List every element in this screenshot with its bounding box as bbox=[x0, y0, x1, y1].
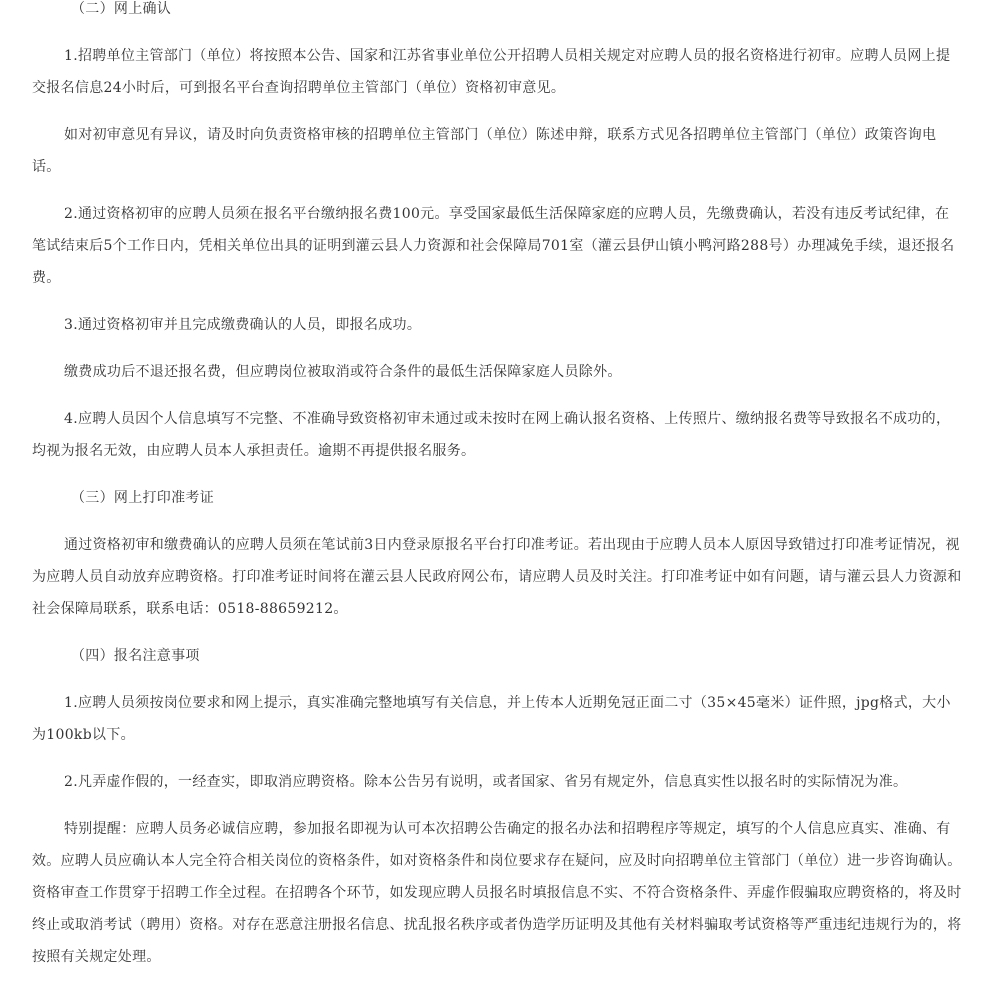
section-heading-admission-ticket: （三）网上打印准考证 bbox=[71, 490, 214, 506]
paragraph-registration-success: 3.通过资格初审并且完成缴费确认的人员，即报名成功。 bbox=[64, 317, 422, 333]
paragraph-print-ticket: 通过资格初审和缴费确认的应聘人员须在笔试前3日内登录原报名平台打印准考证。若出现由于应聘人员本人原因导致错过打印准考证情况，视为应聘人员自动放弃应聘资格。打印准考证时间将在灌云县人民政府网公布，请应聘人员及时关注。打印准考证中如有问题，请与灌云县人力资源和社会保障局联系，联系电话：0518-88659212。 bbox=[32, 537, 962, 617]
document-body bbox=[32, 0, 962, 988]
section-heading-notes: （四）报名注意事项 bbox=[71, 648, 200, 664]
paragraph-no-refund: 缴费成功后不退还报名费，但应聘岗位被取消或符合条件的最低生活保障家庭人员除外。 bbox=[64, 364, 622, 380]
paragraph-fraud: 2.凡弄虚作假的，一经查实，即取消应聘资格。除本公告另有说明，或者国家、省另有规定外，信息真实性以报名时的实际情况为准。 bbox=[64, 774, 908, 790]
paragraph-registration-fee: 2.通过资格初审的应聘人员须在报名平台缴纳报名费100元。享受国家最低生活保障家庭的应聘人员，先缴费确认，若没有违反考试纪律，在笔试结束后5个工作日内，凭相关单位出具的证明到灌云县人力资源和社会保障局701室（灌云县伊山镇小鸭河路288号）办理减免手续，退还报名费。 bbox=[32, 206, 955, 286]
paragraph-photo-requirements: 1.应聘人员须按岗位要求和网上提示，真实准确完整地填写有关信息，并上传本人近期免冠正面二寸（35×45毫米）证件照，jpg格式，大小为100kb以下。 bbox=[32, 695, 951, 743]
section-heading-online-confirmation: （二）网上确认 bbox=[71, 1, 172, 17]
paragraph-special-reminder: 特别提醒：应聘人员务必诚信应聘，参加报名即视为认可本次招聘公告确定的报名办法和招聘程序等规定，填写的个人信息应真实、准确、有效。应聘人员应确认本人完全符合相关岗位的资格条件，如对资格条件和岗位要求存在疑问，应及时向招聘单位主管部门（单位）进一步咨询确认。资格审查工作贯穿于招聘工作全过程。在招聘各个环节，如发现应聘人员报名时填报信息不实、不符合资格条件、弄虚作假骗取应聘资格的，将及时终止或取消考试（聘用）资格。对存在恶意注册报名信息、扰乱报名秩序或者伪造学历证明及其他有关材料骗取考试资格等严重违纪违规行为的，将按照有关规定处理。 bbox=[32, 821, 962, 965]
paragraph-objection: 如对初审意见有异议，请及时向负责资格审核的招聘单位主管部门（单位）陈述申辩，联系方式见各招聘单位主管部门（单位）政策咨询电话。 bbox=[32, 127, 937, 175]
paragraph-initial-review: 1.招聘单位主管部门（单位）将按照本公告、国家和江苏省事业单位公开招聘人员相关规定对应聘人员的报名资格进行初审。应聘人员网上提交报名信息24小时后，可到报名平台查询招聘单位主管部门（单位）资格初审意见。 bbox=[32, 48, 951, 96]
paragraph-invalid-registration: 4.应聘人员因个人信息填写不完整、不准确导致资格初审未通过或未按时在网上确认报名资格、上传照片、缴纳报名费等导致报名不成功的，均视为报名无效，由应聘人员本人承担责任。逾期不再提供报名服务。 bbox=[32, 411, 951, 459]
